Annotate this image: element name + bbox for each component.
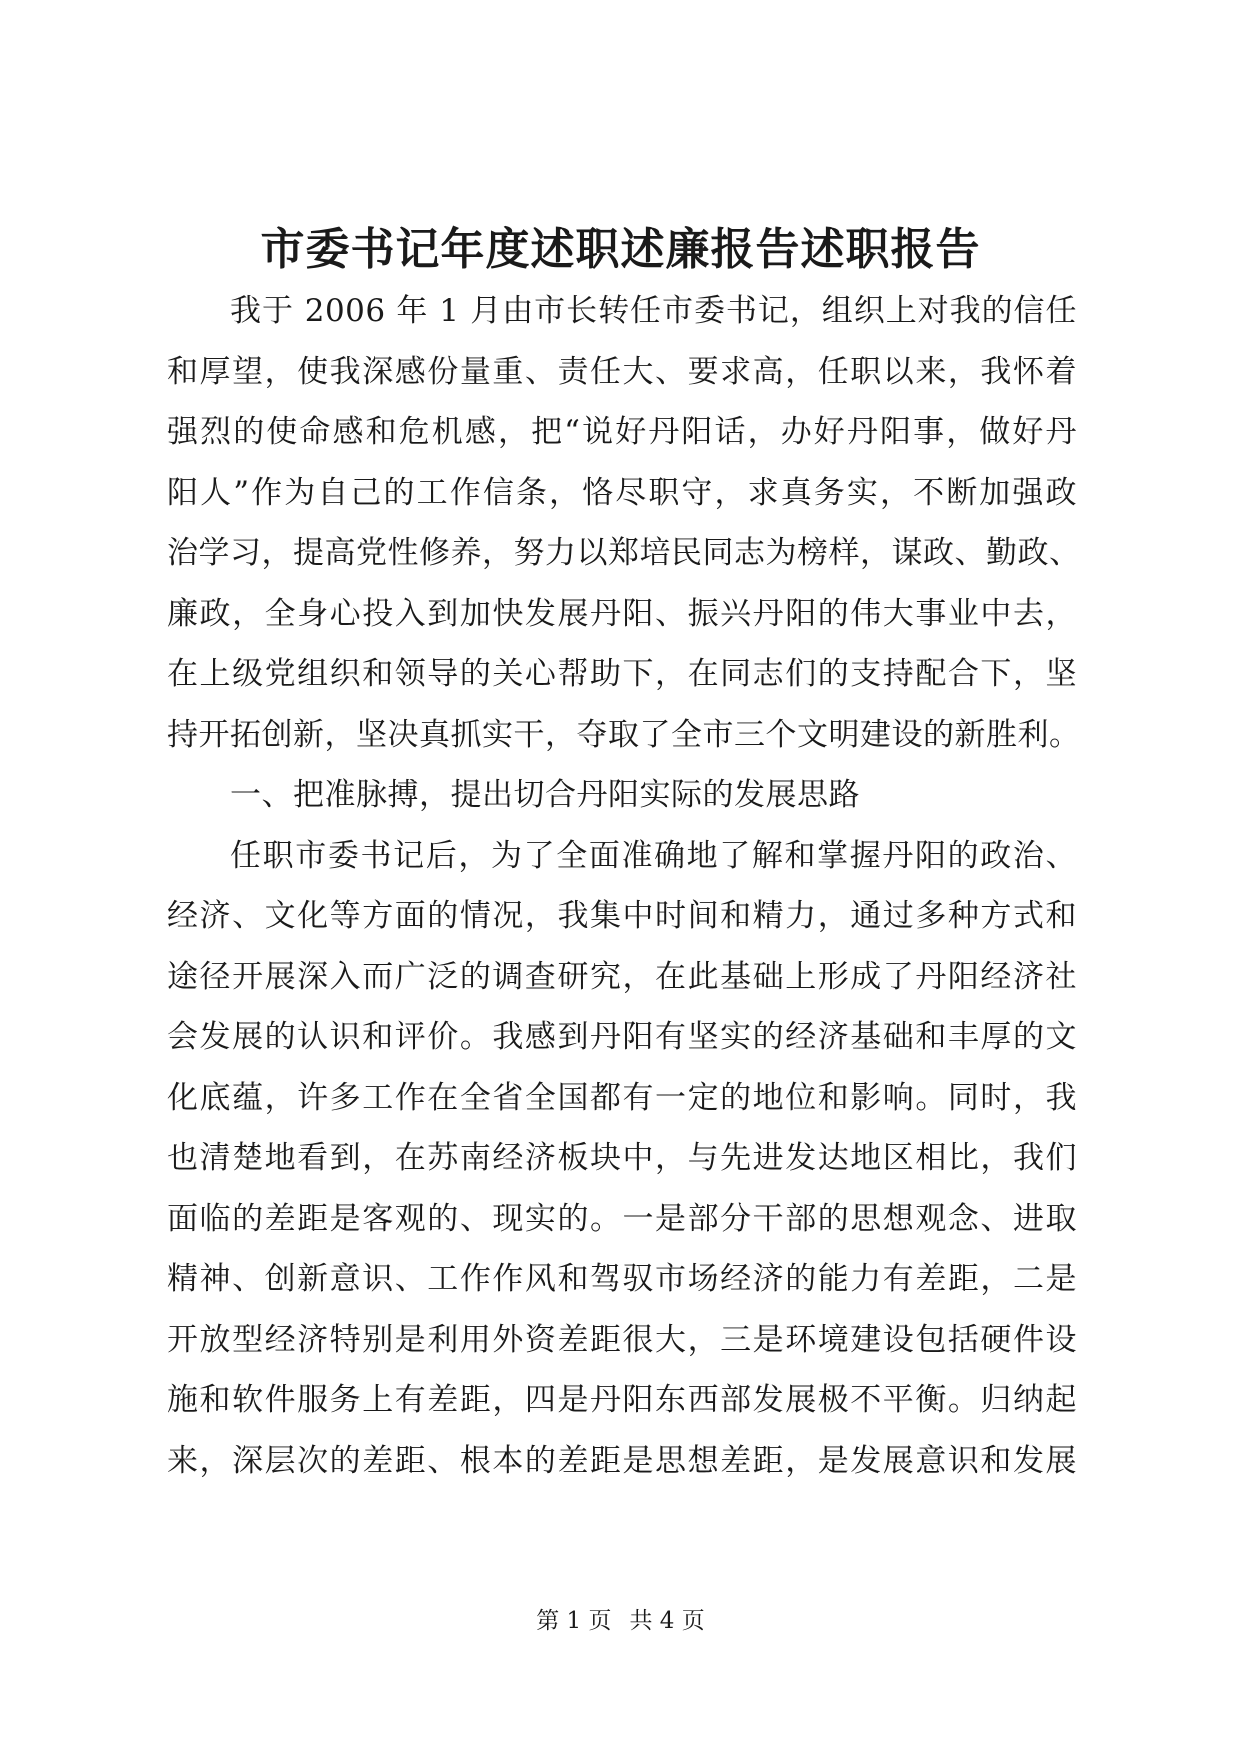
paragraph-line: 开放型经济特别是利用外资差距很大，三是环境建设包括硬件设 [167, 1321, 1077, 1358]
section-heading: 一、把准脉搏，提出切合丹阳实际的发展思路 [230, 777, 860, 813]
paragraph-line: 强烈的使命感和危机感，把“说好丹阳话，办好丹阳事，做好丹 [167, 414, 1077, 450]
paragraph-line: 任职市委书记后，为了全面准确地了解和掌握丹阳的政治、 [230, 837, 1077, 874]
page-number: 第 1 页 [536, 1608, 612, 1634]
paragraph-line: 和厚望，使我深感份量重、责任大、要求高，任职以来，我怀着 [167, 353, 1077, 390]
paragraph-line: 会发展的认识和评价。我感到丹阳有坚实的经济基础和丰厚的文 [167, 1019, 1077, 1055]
paragraph-line: 化底蕴，许多工作在全省全国都有一定的地位和影响。同时，我 [167, 1079, 1077, 1116]
page-footer [0, 1606, 1241, 1636]
document-title: 市委书记年度述职述廉报告述职报告 [260, 224, 981, 275]
paragraph-line: 来，深层次的差距、根本的差距是思想差距，是发展意识和发展 [167, 1442, 1077, 1479]
paragraph-line: 也清楚地看到，在苏南经济板块中，与先进发达地区相比，我们 [167, 1140, 1077, 1176]
paragraph-line: 精神、创新意识、工作作风和驾驭市场经济的能力有差距，二是 [167, 1261, 1077, 1297]
paragraph-line: 治学习，提高党性修养，努力以郑培民同志为榜样，谋政、勤政、 [167, 535, 1081, 571]
paragraph-line: 阳人”作为自己的工作信条，恪尽职守，求真务实，不断加强政 [167, 474, 1077, 511]
paragraph-line: 途径开展深入而广泛的调查研究，在此基础上形成了丹阳经济社 [167, 958, 1077, 995]
paragraph-line: 廉政，全身心投入到加快发展丹阳、振兴丹阳的伟大事业中去， [167, 595, 1077, 632]
paragraph-line: 我于 2006 年 1 月由市长转任市委书记，组织上对我的信任 [230, 293, 1077, 329]
page-total: 共 4 页 [629, 1608, 705, 1634]
paragraph-line: 持开拓创新，坚决真抓实干，夺取了全市三个文明建设的新胜利。 [167, 716, 1081, 753]
paragraph-line: 在上级党组织和领导的关心帮助下，在同志们的支持配合下，坚 [167, 656, 1077, 692]
paragraph-line: 施和软件服务上有差距，四是丹阳东西部发展极不平衡。归纳起 [167, 1382, 1077, 1418]
document-body [167, 281, 1081, 1491]
paragraph-line: 经济、文化等方面的情况，我集中时间和精力，通过多种方式和 [167, 898, 1077, 934]
paragraph-line: 面临的差距是客观的、现实的。一是部分干部的思想观念、进取 [167, 1200, 1077, 1237]
